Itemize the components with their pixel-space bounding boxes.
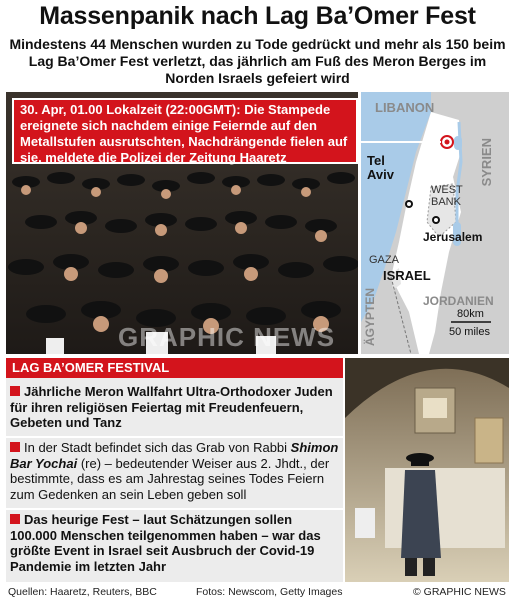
label-egypt: ÄGYPTEN <box>363 288 377 347</box>
sources-credit: Quellen: Haaretz, Reuters, BBC <box>8 586 157 598</box>
scale-miles: 50 miles <box>449 326 490 338</box>
festival-bullet-2 <box>10 440 340 502</box>
divider <box>6 436 343 438</box>
divider <box>6 508 343 510</box>
label-israel: ISRAEL <box>383 268 431 283</box>
tomb-photo <box>345 358 509 582</box>
label-jordan: JORDANIEN <box>423 294 494 308</box>
festival-bullet-1 <box>10 384 340 431</box>
watermark: GRAPHIC NEWS <box>118 322 336 352</box>
copyright: © GRAPHIC NEWS <box>413 586 506 598</box>
page-title: Massenpanik nach Lag Ba’Omer Fest <box>39 2 476 30</box>
incident-callout: 30. Apr, 01.00 Lokalzeit (22:00GMT): Die Stampede ereignete sich nachdem einige Feiernde auf den Metallstufen ausrutschten, Nachdrängende fielen auf sie, meldete die Polizei der Zeitung Haaretz <box>12 98 358 164</box>
location-map <box>361 92 509 354</box>
label-tel-aviv: Tel Aviv <box>367 153 394 182</box>
label-lebanon: LIBANON <box>375 100 435 115</box>
festival-bullet-3-text: Das heurige Fest – laut Schätzungen sollen 100.000 Menschen teilgenommen haben – war das größte Event in Israel seit Ausbruch der Covid-19 Pandemie im letzten Jahr <box>10 512 321 574</box>
bullet-square-icon <box>10 442 20 452</box>
label-syria: SYRIEN <box>479 138 494 187</box>
festival-bullet-2-name: Shimon Bar Yochai <box>10 440 339 471</box>
festival-bullet-1-text: Jährliche Meron Wallfahrt Ultra-Orthodoxer Juden für ihren religiösen Feiertag mit Freudenfeuern, Gebeten und Tanz <box>10 384 333 430</box>
label-jerusalem: Jerusalem <box>423 230 483 244</box>
festival-bullet-2-suffix: (re) – bedeutender Weiser aus 2. Jhdt., der bestimmte, dass es am Jahrestag seines Todes Feiern zum Gedenken an sein Leben geben soll <box>10 455 330 502</box>
page-subtitle: Mindestens 44 Menschen wurden zu Tode gedrückt und mehr als 150 beim Lag Ba’Omer Fest verletzt, das jährlich am Fuß des Meron Berges im Norden Israels gefeiert wird <box>9 36 506 86</box>
scale-km: 80km <box>457 308 484 320</box>
photo-credit: Fotos: Newscom, Getty Images <box>196 586 343 598</box>
festival-bullet-3 <box>10 512 340 574</box>
bullet-square-icon <box>10 514 20 524</box>
festival-bullet-2-prefix: In der Stadt befindet sich das Grab von Rabbi <box>24 440 288 455</box>
tomb-photo-image <box>345 358 509 582</box>
label-west-bank: WEST BANK <box>431 184 463 208</box>
festival-header: LAG BA’OMER FESTIVAL <box>6 358 343 378</box>
label-gaza: GAZA <box>369 254 399 266</box>
israel-map <box>361 92 509 354</box>
bullet-square-icon <box>10 386 20 396</box>
